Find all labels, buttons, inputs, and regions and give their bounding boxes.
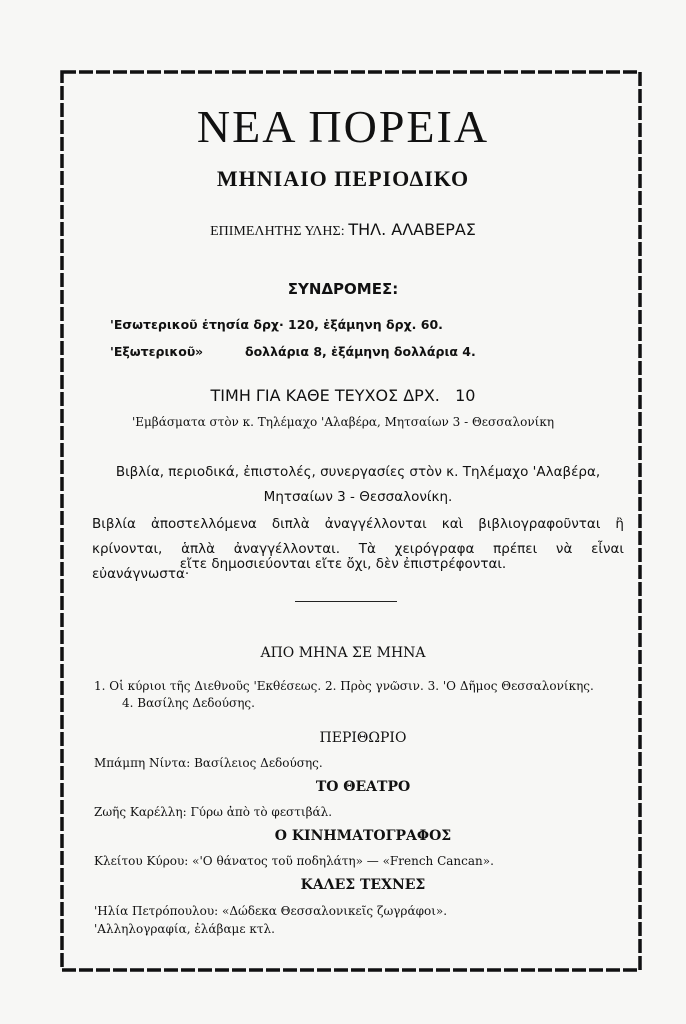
contents-line: 'Ηλία Πετρόπουλου: «Δώδεκα Θεσσαλονικεῖς ζωγράφοι». [94,904,448,918]
section-heading: Ο ΚΙΝΗΜΑΤΟΓΡΑΦΟΣ [274,828,452,844]
foreign-subscription-label: 'Εξωτερικοῦ [110,344,196,359]
section-heading: ΚΑΛΕΣ ΤΕΧΝΕΣ [300,877,426,893]
contents-line: Ζωῆς Καρέλλη: Γύρω ἀπὸ τὸ φεστιβάλ. [94,805,333,819]
contents-line: 'Αλληλογραφία, ἐλάβαμε κτλ. [94,922,275,936]
domestic-subscription: 'Εσωτερικοῦ ἐτησία δρχ· 120, ἑξάμηνη δρχ. 60. [110,317,443,332]
books-policy: Βιβλία ἀποστελλόμενα διπλὰ ἀναγγέλλονται καὶ βιβλιογραφοῦνται ἢ κρίνονται, ἁπλὰ ἀναγγέλλονται. Τὰ χειρόγραφα πρέπει νὰ εἶναι εὐανάγνωστα· [92,516,624,582]
editor-line [0,220,686,240]
divider [295,601,397,602]
contents-line: Μπάμπη Νίντα: Βασίλειος Δεδούσης. [94,756,323,770]
subscriptions-heading: ΣΥΝΔΡΟΜΕΣ: [287,280,399,298]
editor-name: ΤΗΛ. ΑΛΑΒΕΡΑΣ [348,220,476,239]
contents-line: Κλείτου Κύρου: «'Ο θάνατος τοῦ ποδηλάτη» — «French Cancan». [94,854,494,868]
magazine-title: ΝΕΑ ΠΟΡΕΙΑ [196,101,490,152]
issue-price: ΤΙΜΗ ΓΙΑ ΚΑΘΕ ΤΕΥΧΟΣ ΔΡΧ. 10 [210,386,476,405]
magazine-subtitle: ΜΗΝΙΑΙΟ ΠΕΡΙΟΔΙΚΟ [216,166,470,191]
section-heading: ΑΠΟ ΜΗΝΑ ΣΕ ΜΗΝΑ [260,645,426,661]
ditto-mark: » [195,344,204,359]
contents-line: 4. Βασίλης Δεδούσης. [122,696,255,710]
foreign-subscription-value: δολλάρια 8, ἑξάμηνη δολλάρια 4. [245,344,476,359]
correspondence-notice: Βιβλία, περιοδικά, ἐπιστολές, συνεργασίες στὸν κ. Τηλέμαχο 'Αλαβέρα, Μητσαίων 3 - Θεσσαλονίκη. [115,464,601,505]
section-heading: ΤΟ ΘΕΑΤΡΟ [315,779,411,795]
section-heading: ΠΕΡΙΘΩΡΙΟ [319,730,407,746]
editor-label: ΕΠΙΜΕΛΗΤΗΣ ΥΛΗΣ: [210,224,345,239]
books-policy-last: εἴτε δημοσιεύονται εἴτε ὄχι, δὲν ἐπιστρέφονται. [179,556,507,572]
contents-line: 1. Οἱ κύριοι τῆς Διεθνοῦς 'Εκθέσεως. 2. Πρὸς γνῶσιν. 3. 'Ο Δῆμος Θεσσαλονίκης. [94,679,594,693]
remittances-address: 'Εμβάσματα στὸν κ. Τηλέμαχο 'Αλαβέρα, Μητσαίων 3 - Θεσσαλονίκη [131,415,555,429]
